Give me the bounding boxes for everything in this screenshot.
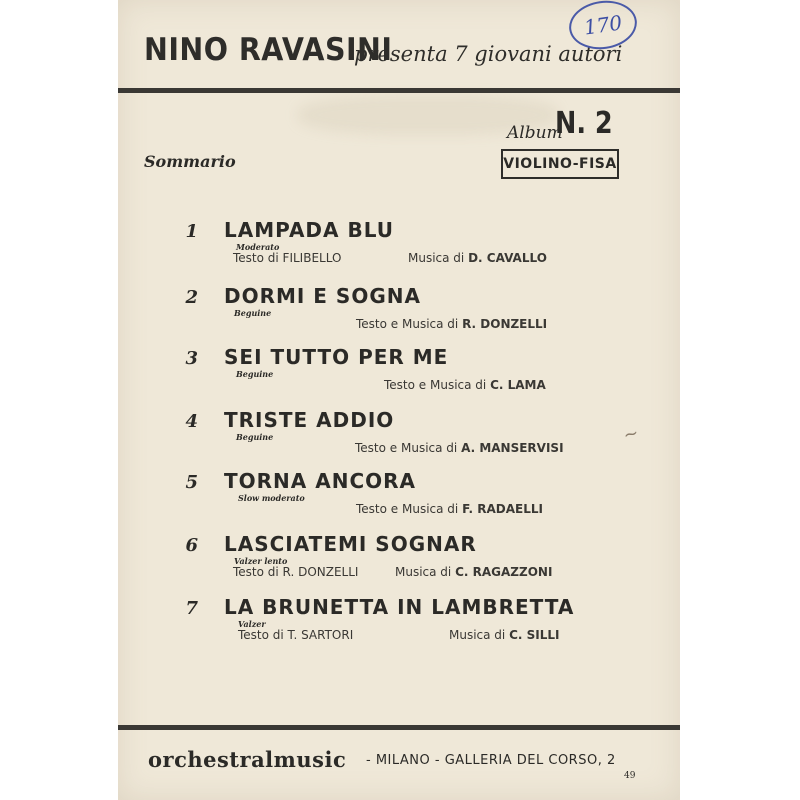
- composer-name: R. DONZELLI: [462, 317, 548, 331]
- song-composer: [384, 378, 546, 392]
- composer-prefix: Musica di: [395, 565, 452, 579]
- song-title: DORMI E SOGNA: [224, 284, 421, 308]
- song-lyricist: Testo di R. DONZELLI: [233, 565, 359, 579]
- top-divider: [118, 88, 680, 93]
- composer-prefix: Testo e Musica di: [356, 502, 459, 516]
- composer-name: C. SILLI: [509, 628, 560, 642]
- song-composer: [449, 628, 560, 642]
- song-number: 4: [185, 411, 198, 432]
- song-composer: [355, 441, 564, 455]
- header-subtitle: presenta 7 giovani autori: [354, 42, 623, 66]
- song-lyricist: Testo di FILIBELLO: [233, 251, 342, 265]
- composer-name: F. RADAELLI: [462, 502, 543, 516]
- publisher-name: NINO RAVASINI: [144, 32, 393, 68]
- song-number: 2: [185, 287, 198, 308]
- page-number: 49: [624, 771, 636, 781]
- song-tempo: Beguine: [236, 432, 274, 442]
- song-composer: [356, 317, 547, 331]
- bottom-divider: [118, 725, 680, 730]
- composer-name: C. RAGAZZONI: [455, 565, 553, 579]
- song-title: TRISTE ADDIO: [224, 408, 395, 432]
- sheet-music-cover: [118, 0, 680, 800]
- composer-name: A. MANSERVISI: [461, 441, 564, 455]
- song-tempo: Beguine: [236, 369, 274, 379]
- song-tempo: Beguine: [234, 308, 272, 318]
- song-composer: [408, 251, 547, 265]
- song-number: 5: [185, 472, 198, 493]
- song-title: LAMPADA BLU: [224, 218, 394, 242]
- song-tempo: Moderato: [236, 242, 280, 252]
- composer-prefix: Testo e Musica di: [356, 317, 459, 331]
- handwritten-note: 170: [566, 0, 640, 53]
- song-tempo: Valzer: [238, 619, 266, 629]
- composer-name: D. CAVALLO: [468, 251, 547, 265]
- song-title: LA BRUNETTA IN LAMBRETTA: [224, 595, 575, 619]
- pencil-mark: ~: [620, 422, 641, 447]
- song-number: 1: [185, 221, 198, 242]
- album-number: N. 2: [555, 106, 613, 141]
- song-number: 6: [185, 535, 198, 556]
- song-tempo: Valzer lento: [234, 556, 288, 566]
- song-composer: [356, 502, 543, 516]
- composer-prefix: Testo e Musica di: [355, 441, 458, 455]
- composer-prefix: Musica di: [449, 628, 506, 642]
- footer-brand: orchestralmusic: [148, 747, 347, 772]
- album-label: Album: [507, 123, 563, 143]
- song-title: LASCIATEMI SOGNAR: [224, 532, 477, 556]
- song-tempo: Slow moderato: [238, 493, 305, 503]
- composer-name: C. LAMA: [490, 378, 546, 392]
- composer-prefix: Musica di: [408, 251, 465, 265]
- instrument-badge: VIOLINO-FISA: [501, 149, 619, 179]
- song-number: 7: [185, 598, 198, 619]
- contents-label: Sommario: [144, 152, 236, 171]
- song-title: TORNA ANCORA: [224, 469, 416, 493]
- song-composer: [395, 565, 552, 579]
- song-lyricist: Testo di T. SARTORI: [238, 628, 354, 642]
- song-number: 3: [185, 348, 198, 369]
- composer-prefix: Testo e Musica di: [384, 378, 487, 392]
- song-title: SEI TUTTO PER ME: [224, 345, 449, 369]
- footer-address: - MILANO - GALLERIA DEL CORSO, 2: [366, 753, 616, 768]
